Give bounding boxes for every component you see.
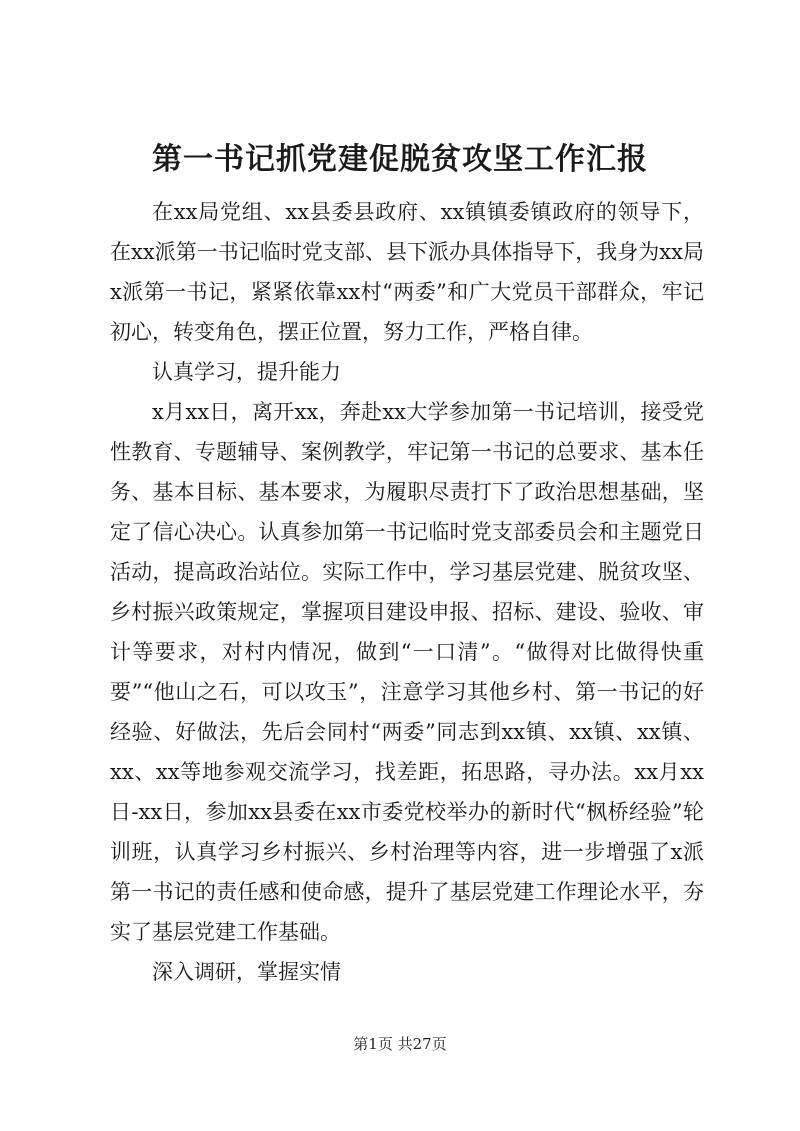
paragraph-study: x月xx日，离开xx，奔赴xx大学参加第一书记培训，接受党性教育、专题辅导、案例教学，牢记第一书记的总要求、基本任务、基本目标、基本要求，为履职尽责打下了政治思想基础，坚定了信心决心。认真参加第一书记临时党支部委员会和主题党日活动，提高政治站位。实际工作中，学习基层党建、脱贫攻坚、乡村振兴政策规定，掌握项目建设申报、招标、建设、验收、审计等要求，对村内情况，做到“一口清”。“做得对比做得快重要”“他山之石，可以攻玉”，注意学习其他乡村、第一书记的好经验、好做法，先后会同村“两委”同志到xx镇、xx镇、xx镇、xx、xx等地参观交流学习，找差距，拓思路，寻办法。xx月xx日-xx日，参加xx县委在xx市委党校举办的新时代“枫桥经验”轮训班，认真学习乡村振兴、乡村治理等内容，进一步增强了x派第一书记的责任感和使命感，提升了基层党建工作理论水平，夯实了基层党建工作基础。	[110, 400, 704, 944]
document-title: 第一书记抓党建促脱贫攻坚工作汇报	[152, 142, 648, 177]
paragraph-intro: 在xx局党组、xx县委县政府、xx镇镇委镇政府的领导下，在xx派第一书记临时党支部、县下派办具体指导下，我身为xx局x派第一书记，紧紧依靠xx村“两委”和广大党员干部群众，牢记初心，转变角色，摆正位置，努力工作，严格自律。	[110, 200, 704, 344]
section-heading-study: 认真学习，提升能力	[152, 360, 341, 384]
section-heading-research: 深入调研，掌握实情	[152, 960, 341, 984]
page-number-footer: 第1页 共27页	[353, 1035, 447, 1053]
document-body	[110, 192, 704, 992]
